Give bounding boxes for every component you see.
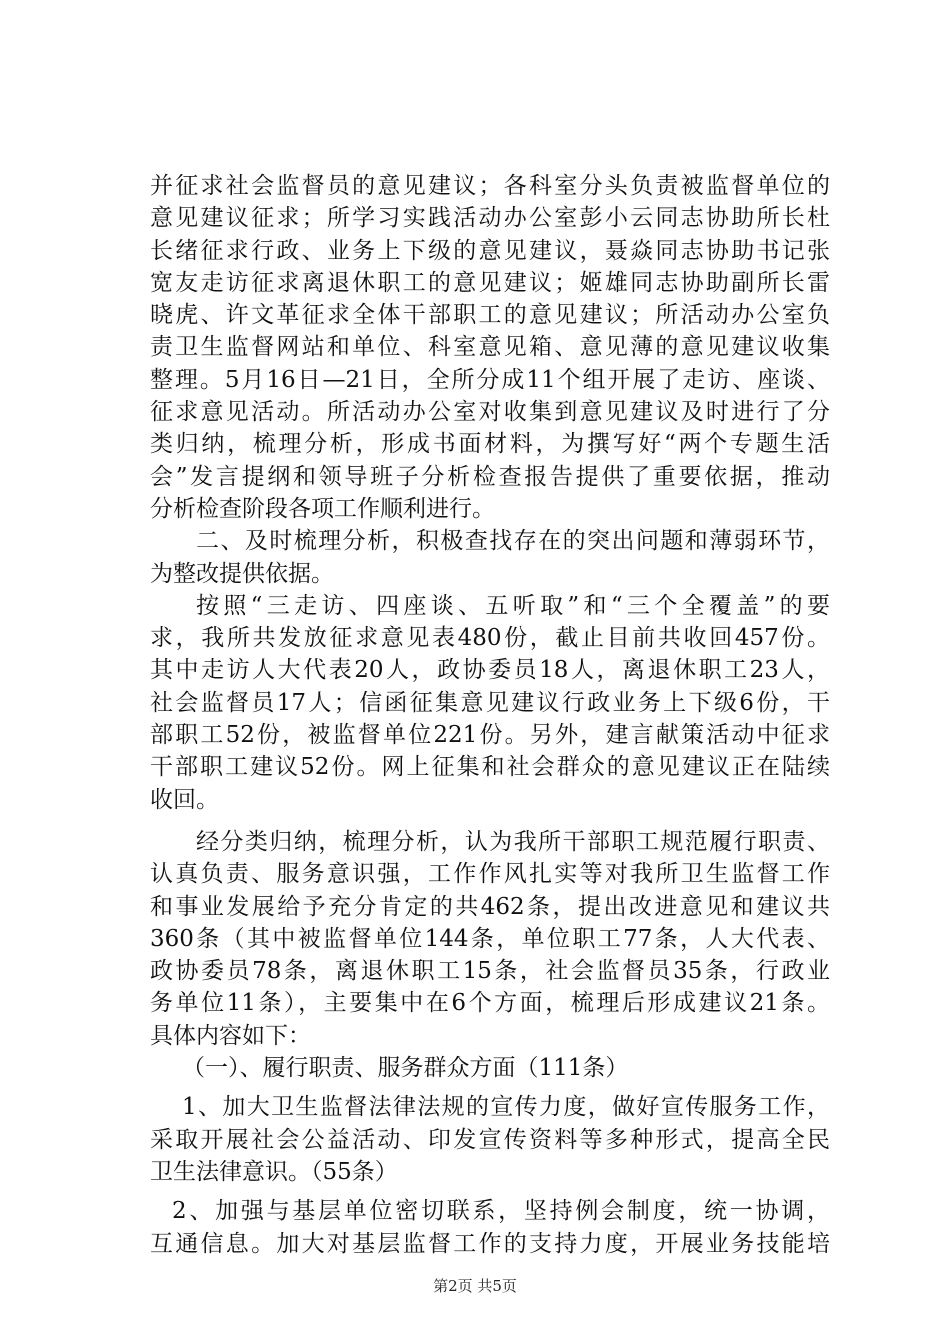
document-body [150, 170, 830, 1260]
text-line: 宽友走访征求离退休职工的意见建议；姬雄同志协助副所长雷 [150, 269, 830, 296]
text-line: 类归纳，梳理分析，形成书面材料，为撰写好“两个专题生活 [150, 431, 830, 458]
text-line: 晓虎、许文革征求全体干部职工的意见建议；所活动办公室负 [150, 302, 830, 329]
text-line: 和事业发展给予充分肯定的共462条，提出改进意见和建议共 [150, 893, 830, 920]
subsection-heading: （一）、履行职责、服务群众方面（111条） [182, 1055, 629, 1082]
text-line: 社会监督员17人；信函征集意见建议行政业务上下级6份，干 [150, 689, 830, 716]
text-line: 为整改提供依据。 [150, 560, 334, 587]
text-line: 长绪征求行政、业务上下级的意见建议，聂焱同志协助书记张 [150, 237, 830, 264]
list-item: 2、加强与基层单位密切联系，坚持例会制度，统一协调， [172, 1198, 830, 1225]
text-line: 卫生法律意识。（55条） [150, 1158, 398, 1185]
text-line: 认真负责、服务意识强，工作作风扎实等对我所卫生监督工作 [150, 861, 830, 888]
text-line: 意见建议征求；所学习实践活动办公室彭小云同志协助所长杜 [150, 205, 830, 232]
text-line: 整理。5月16日—21日，全所分成11个组开展了走访、座谈、 [150, 366, 830, 393]
text-line: 政协委员78条，离退休职工15条，社会监督员35条，行政业 [150, 958, 830, 985]
text-line: 干部职工建议52份。网上征集和社会群众的意见建议正在陆续 [150, 754, 830, 781]
text-line: 其中走访人大代表20人，政协委员18人，离退休职工23人， [150, 657, 830, 684]
text-line: 分析检查阶段各项工作顺利进行。 [150, 495, 495, 522]
text-line: 务单位11条），主要集中在6个方面，梳理后形成建议21条。 [150, 990, 830, 1017]
text-line: 责卫生监督网站和单位、科室意见箱、意见薄的意见建议收集 [150, 334, 830, 361]
text-line: 征求意见活动。所活动办公室对收集到意见建议及时进行了分 [150, 399, 830, 426]
text-line: 会”发言提纲和领导班子分析检查报告提供了重要依据，推动 [150, 463, 830, 490]
text-line: 360条（其中被监督单位144条，单位职工77条，人大代表、 [150, 925, 830, 952]
text-line: 采取开展社会公益活动、印发宣传资料等多种形式，提高全民 [150, 1126, 830, 1153]
paragraph-start: 经分类归纳，梳理分析，认为我所干部职工规范履行职责、 [196, 828, 830, 855]
page-footer: 第2页 共5页 [433, 1277, 517, 1295]
text-line: 求，我所共发放征求意见表480份，截止目前共收回457份。 [150, 625, 830, 652]
paragraph-start: 按照“三走访、四座谈、五听取”和“三个全覆盖”的要 [196, 592, 830, 619]
text-line: 具体内容如下： [150, 1022, 311, 1049]
text-line: 部职工52份，被监督单位221份。另外，建言献策活动中征求 [150, 722, 830, 749]
section-heading: 二、及时梳理分析，积极查找存在的突出问题和薄弱环节， [196, 528, 830, 555]
text-line: 并征求社会监督员的意见建议；各科室分头负责被监督单位的 [150, 173, 830, 199]
list-item: 1、加大卫生监督法律法规的宣传力度，做好宣传服务工作， [182, 1094, 830, 1121]
text-line: 互通信息。加大对基层监督工作的支持力度，开展业务技能培 [150, 1230, 830, 1257]
text-line: 收回。 [150, 786, 219, 813]
